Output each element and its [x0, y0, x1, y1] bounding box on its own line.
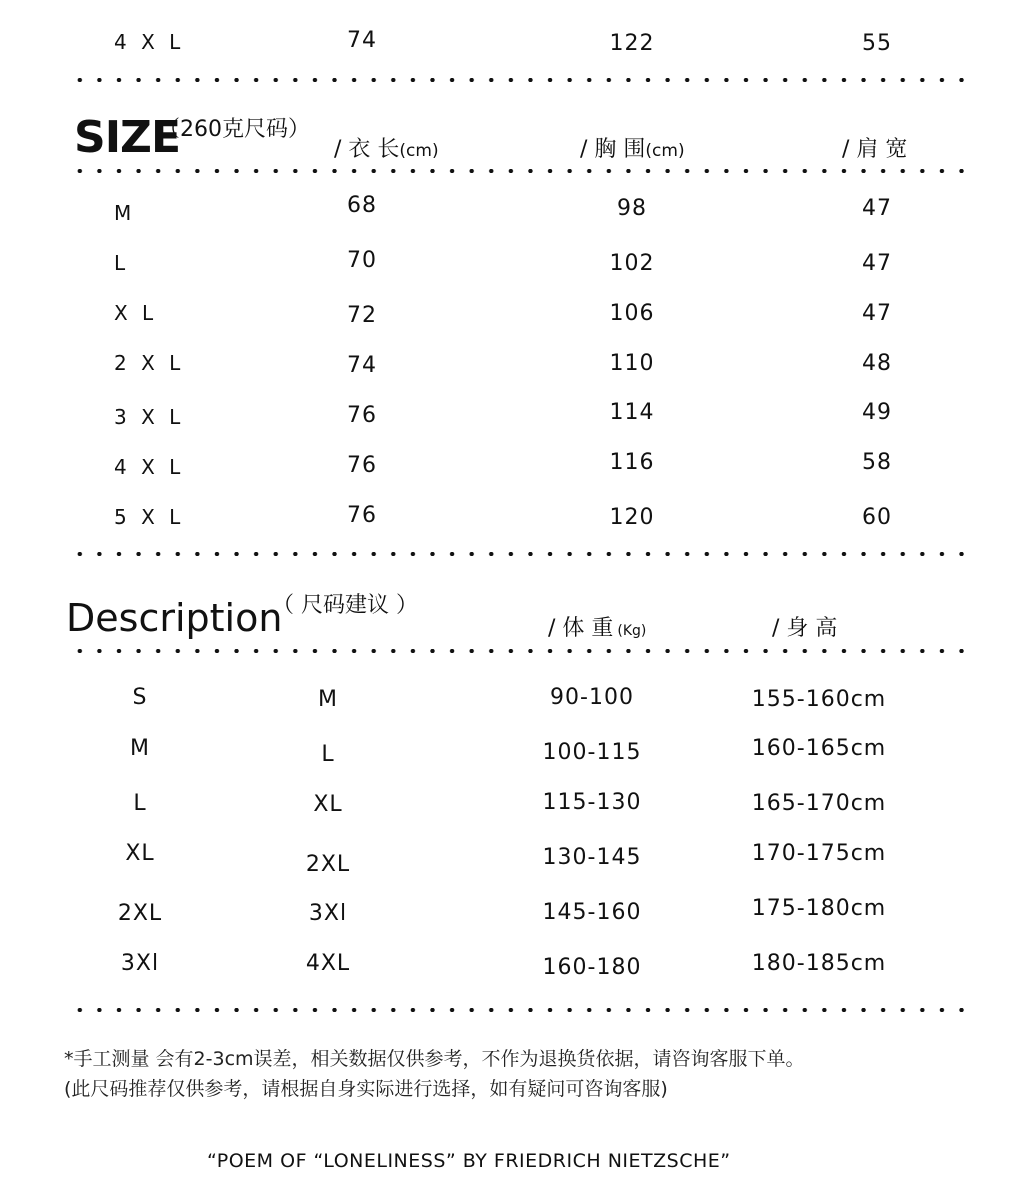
row-length: 76 [347, 403, 377, 428]
dotted-divider [70, 552, 970, 556]
top-row-length: 74 [347, 28, 377, 53]
row-chest: 110 [609, 351, 655, 376]
row-size-b: XL [313, 792, 343, 817]
row-chest: 114 [609, 400, 655, 425]
row-length: 76 [347, 503, 377, 528]
row-size-a: 3Xl [120, 951, 160, 976]
row-size-a: S [132, 685, 148, 710]
chest-column-unit: (cm) [645, 141, 685, 161]
weight-column-header [548, 611, 646, 642]
row-weight: 130-145 [542, 845, 642, 870]
row-chest: 102 [609, 251, 655, 276]
weight-column-label: / 体 重 [548, 616, 614, 641]
row-size-b: L [321, 742, 335, 767]
row-height: 160-165cm [751, 736, 887, 761]
length-column-header [334, 132, 439, 163]
row-shoulder: 48 [862, 351, 892, 376]
row-size: 2 X L [114, 351, 185, 375]
shoulder-column-header: / 肩 宽 [842, 137, 908, 162]
row-shoulder: 47 [862, 196, 892, 221]
row-height: 155-160cm [751, 687, 887, 712]
description-subtitle: （ 尺码建议 ） [272, 593, 418, 618]
top-row-chest: 122 [609, 31, 655, 56]
row-chest: 116 [609, 450, 655, 475]
footer-quote: “POEM OF “LONELINESS” BY FRIEDRICH NIETZSCHE” [207, 1150, 731, 1172]
row-shoulder: 58 [862, 450, 892, 475]
row-chest: 98 [617, 196, 647, 221]
size-table-subtitle: （260克尺码） [158, 117, 310, 142]
row-height: 175-180cm [751, 896, 887, 921]
row-length: 76 [347, 453, 377, 478]
row-chest: 106 [609, 301, 655, 326]
dotted-divider [70, 78, 970, 82]
recommendation-note: (此尺码推荐仅供参考，请根据自身实际进行选择，如有疑问可咨询客服) [64, 1078, 668, 1100]
dotted-divider [70, 649, 970, 653]
row-size-a: XL [125, 841, 155, 866]
row-chest: 120 [609, 505, 655, 530]
row-size-b: 2XL [305, 852, 351, 877]
row-size-b: 3Xl [308, 901, 348, 926]
row-size: X L [114, 301, 158, 325]
row-height: 170-175cm [751, 841, 887, 866]
row-size-a: L [133, 791, 147, 816]
height-column-header: / 身 高 [772, 616, 838, 641]
row-height: 165-170cm [751, 791, 887, 816]
row-size-a: M [130, 736, 150, 761]
row-weight: 115-130 [542, 790, 642, 815]
row-weight: 90-100 [550, 685, 634, 710]
row-size: M [114, 201, 136, 225]
weight-column-unit: (Kg) [617, 623, 647, 639]
row-length: 68 [347, 193, 377, 218]
top-row-shoulder: 55 [862, 31, 892, 56]
row-size: 3 X L [114, 405, 185, 429]
description-title: Description [66, 596, 283, 640]
row-length: 72 [347, 303, 377, 328]
row-size-a: 2XL [117, 901, 163, 926]
measurement-note: *手工测量 会有2-3cm误差，相关数据仅供参考，不作为退换货依据，请咨询客服下单。 [64, 1048, 805, 1070]
row-shoulder: 47 [862, 251, 892, 276]
dotted-divider [70, 169, 970, 173]
length-column-label: / 衣 长 [334, 137, 400, 162]
row-length: 70 [347, 248, 377, 273]
row-height: 180-185cm [751, 951, 887, 976]
row-shoulder: 60 [862, 505, 892, 530]
row-shoulder: 49 [862, 400, 892, 425]
chest-column-label: / 胸 围 [580, 137, 646, 162]
row-weight: 145-160 [542, 900, 642, 925]
row-size-b: M [318, 687, 338, 712]
row-weight: 160-180 [542, 955, 642, 980]
top-row-size: 4 X L [114, 30, 185, 54]
chest-column-header [580, 132, 685, 163]
size-table-title: SIZE [74, 112, 181, 163]
length-column-unit: (cm) [399, 141, 439, 161]
row-weight: 100-115 [542, 740, 642, 765]
dotted-divider [70, 1008, 970, 1012]
row-shoulder: 47 [862, 301, 892, 326]
row-size: 5 X L [114, 505, 185, 529]
row-size: L [114, 251, 130, 275]
row-length: 74 [347, 353, 377, 378]
row-size: 4 X L [114, 455, 185, 479]
row-size-b: 4XL [305, 951, 351, 976]
